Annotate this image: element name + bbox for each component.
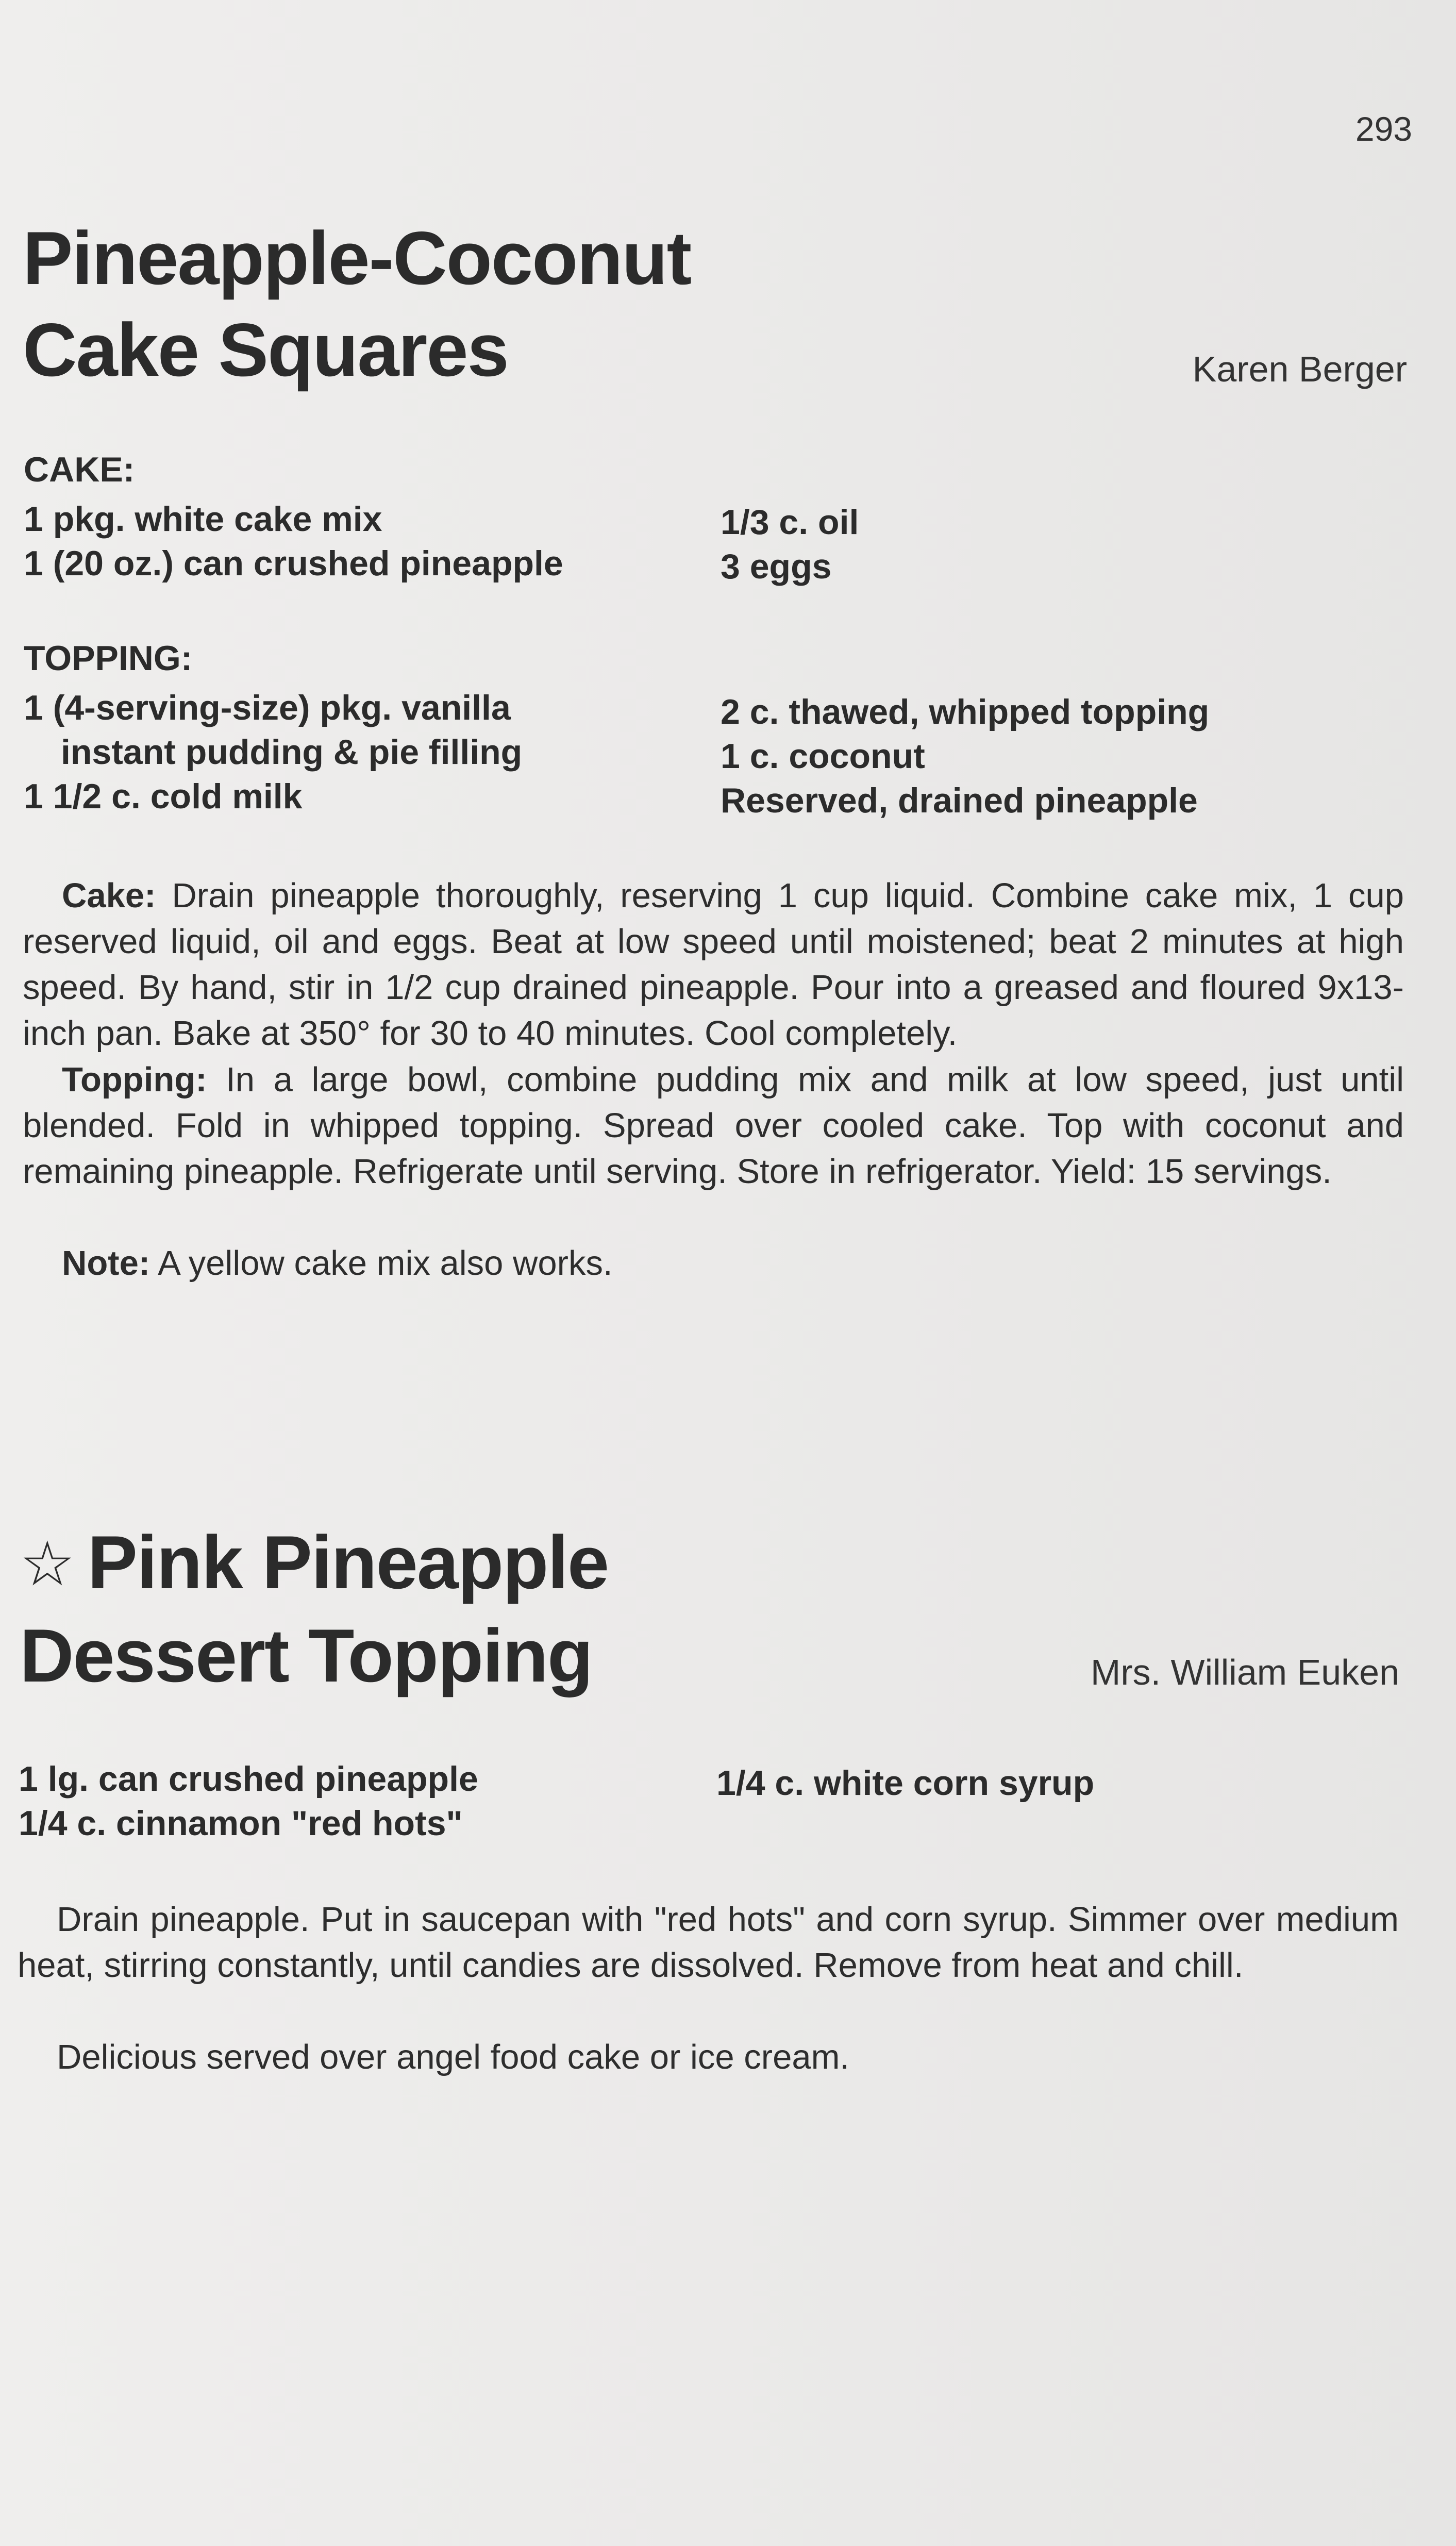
ingredient-item: 1 (4-serving-size) pkg. vanilla	[24, 688, 511, 727]
ingredient-item: 2 c. thawed, whipped topping	[721, 692, 1210, 731]
ingredient-item: 1/4 c. cinnamon "red hots"	[19, 1804, 463, 1843]
ingredient-item: 1 lg. can crushed pineapple	[19, 1759, 478, 1799]
title-line	[20, 1517, 608, 1610]
section-label-topping: TOPPING:	[24, 639, 193, 678]
ingredient-list-left	[19, 1757, 478, 1845]
directions-topping	[23, 1057, 1404, 1194]
title-line: Cake Squares	[23, 308, 508, 392]
direction-text: Drain pineapple. Put in saucepan with "red hots" and corn syrup. Simmer over medium heat, stirring constantly, until candies are dissolved. Remove from heat and chill.	[18, 1900, 1399, 1985]
title-line: Pineapple-Coconut	[23, 216, 691, 300]
ingredient-item: 1/4 c. white corn syrup	[716, 1763, 1095, 1803]
title-line: Dessert Topping	[20, 1613, 593, 1698]
ingredient-list-right	[716, 1761, 1094, 1805]
star-icon: ☆	[20, 1529, 74, 1599]
title-text: Pink Pineapple	[87, 1520, 609, 1604]
direction-text: Drain pineapple thoroughly, reserving 1 cup liquid. Combine cake mix, 1 cup reserved liquid, oil and eggs. Beat at low speed until moistened; beat 2 minutes at high speed. By hand, stir in 1/2 cup drained pineapple. Pour into a greased and floured 9x13-inch pan. Bake at 350° for 30 to 40 minutes. Cool completely.	[23, 876, 1404, 1053]
directions-note	[23, 1240, 1404, 1286]
topping-list-right	[721, 690, 1209, 823]
ingredient-item: 1 c. coconut	[721, 737, 925, 776]
ingredient-list-right	[721, 500, 859, 589]
ingredient-item: 1 (20 oz.) can crushed pineapple	[24, 544, 563, 583]
ingredient-item: instant pudding & pie filling	[61, 733, 523, 772]
recipe-title-pink-pineapple	[20, 1517, 608, 1702]
section-label-cake: CAKE:	[24, 450, 135, 489]
serving-suggestion	[18, 2034, 1399, 2080]
page-number: 293	[1355, 110, 1412, 148]
directions-cake	[23, 873, 1404, 1056]
ingredient-item: 1 1/2 c. cold milk	[24, 777, 303, 816]
ingredient-list-left	[24, 497, 563, 586]
topping-list-left	[24, 686, 522, 819]
ingredient-item: Reserved, drained pineapple	[721, 781, 1198, 820]
recipe-author: Karen Berger	[1192, 349, 1407, 389]
direction-lead: Topping:	[62, 1060, 207, 1099]
ingredient-item: 1/3 c. oil	[721, 503, 859, 542]
direction-lead: Note:	[62, 1244, 150, 1283]
recipe-author: Mrs. William Euken	[1091, 1652, 1399, 1692]
direction-text: In a large bowl, combine pudding mix and milk at low speed, just until blended. Fold in whipped topping. Spread over cooled cake. Top with coconut and remaining pineapple. Refrigerate until serving. Store in refrigerator. Yield: 15 servings.	[23, 1060, 1404, 1191]
directions-paragraph	[18, 1896, 1399, 1988]
direction-text: Delicious served over angel food cake or ice cream.	[57, 2038, 850, 2076]
ingredient-item: 3 eggs	[721, 547, 832, 586]
recipe-title-pineapple-coconut	[23, 212, 691, 396]
direction-lead: Cake:	[62, 876, 156, 915]
ingredient-item: 1 pkg. white cake mix	[24, 500, 382, 539]
direction-text: A yellow cake mix also works.	[158, 1244, 613, 1283]
